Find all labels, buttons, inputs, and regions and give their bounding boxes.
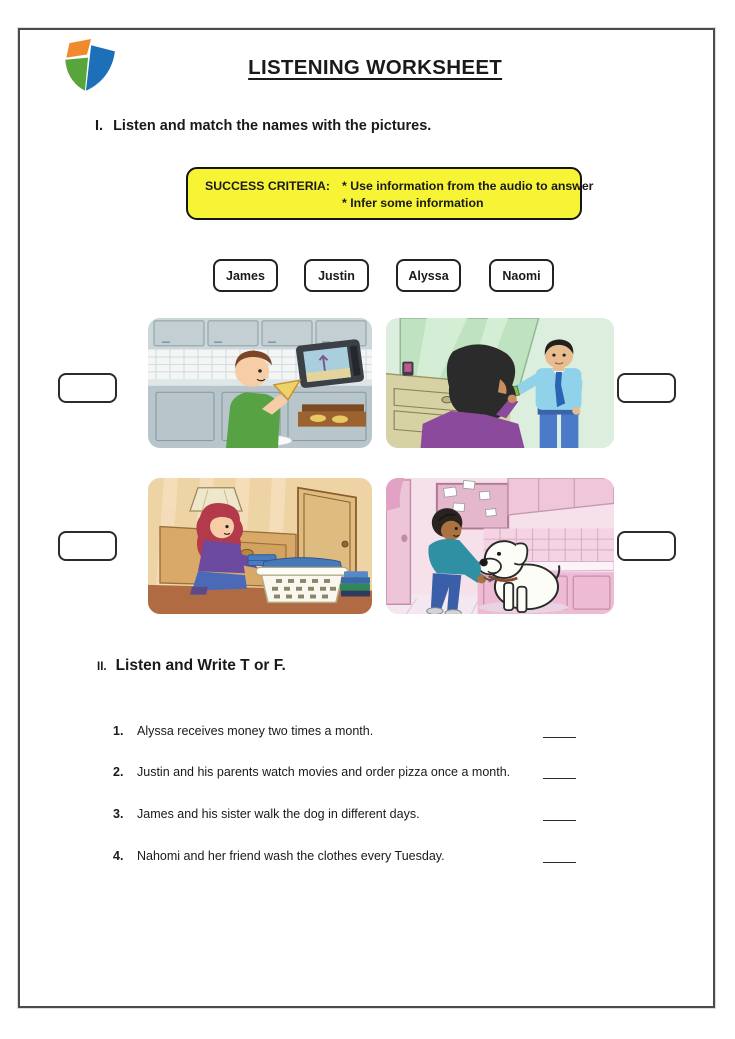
question-text: James and his sister walk the dog in different days. bbox=[137, 807, 420, 821]
question-number: 4. bbox=[113, 849, 124, 863]
answer-blank-1[interactable] bbox=[543, 736, 576, 738]
picture-folding-laundry bbox=[148, 478, 372, 614]
success-criteria-item: * Infer some information bbox=[342, 196, 484, 210]
name-card-justin[interactable]: Justin bbox=[304, 259, 369, 292]
section1-heading-text: Listen and match the names with the pictures. bbox=[113, 118, 432, 134]
answer-blank-4[interactable] bbox=[543, 861, 576, 863]
section2-heading bbox=[97, 657, 286, 675]
section1-heading bbox=[95, 118, 431, 134]
success-criteria-items bbox=[342, 178, 593, 212]
question-row-4 bbox=[113, 849, 583, 863]
name-card-alyssa[interactable]: Alyssa bbox=[396, 259, 461, 292]
picture-pizza-tv bbox=[148, 318, 372, 448]
tv-icon bbox=[295, 339, 364, 389]
section2-heading-text: Listen and Write T or F. bbox=[115, 657, 286, 674]
page-title: LISTENING WORKSHEET bbox=[248, 56, 503, 79]
answer-box-top-left[interactable] bbox=[58, 373, 117, 403]
picture-walking-dog bbox=[386, 478, 614, 614]
question-text: Nahomi and her friend wash the clothes every Tuesday. bbox=[137, 849, 445, 863]
success-criteria-item: * Use information from the audio to answer bbox=[342, 179, 594, 193]
question-row-3 bbox=[113, 807, 583, 821]
section1-numeral: I. bbox=[95, 118, 104, 134]
answer-box-top-right[interactable] bbox=[617, 373, 676, 403]
question-number: 1. bbox=[113, 724, 124, 738]
question-number: 3. bbox=[113, 807, 124, 821]
answer-blank-3[interactable] bbox=[543, 819, 576, 821]
question-text: Justin and his parents watch movies and order pizza once a month. bbox=[137, 765, 511, 779]
question-number: 2. bbox=[113, 765, 124, 779]
question-text: Alyssa receives money two times a month. bbox=[137, 724, 374, 738]
answer-blank-2[interactable] bbox=[543, 777, 576, 779]
answer-box-bottom-right[interactable] bbox=[617, 531, 676, 561]
question-row-1 bbox=[113, 724, 583, 738]
name-card-james[interactable]: James bbox=[213, 259, 278, 292]
brand-logo-icon bbox=[56, 38, 118, 100]
success-criteria-label: SUCCESS CRITERIA: bbox=[205, 179, 331, 193]
question-row-2 bbox=[113, 765, 583, 779]
name-card-naomi[interactable]: Naomi bbox=[489, 259, 554, 292]
answer-box-bottom-left[interactable] bbox=[58, 531, 117, 561]
picture-giving-money bbox=[386, 318, 614, 448]
success-criteria-box bbox=[186, 167, 594, 220]
section2-numeral: II. bbox=[97, 661, 107, 673]
